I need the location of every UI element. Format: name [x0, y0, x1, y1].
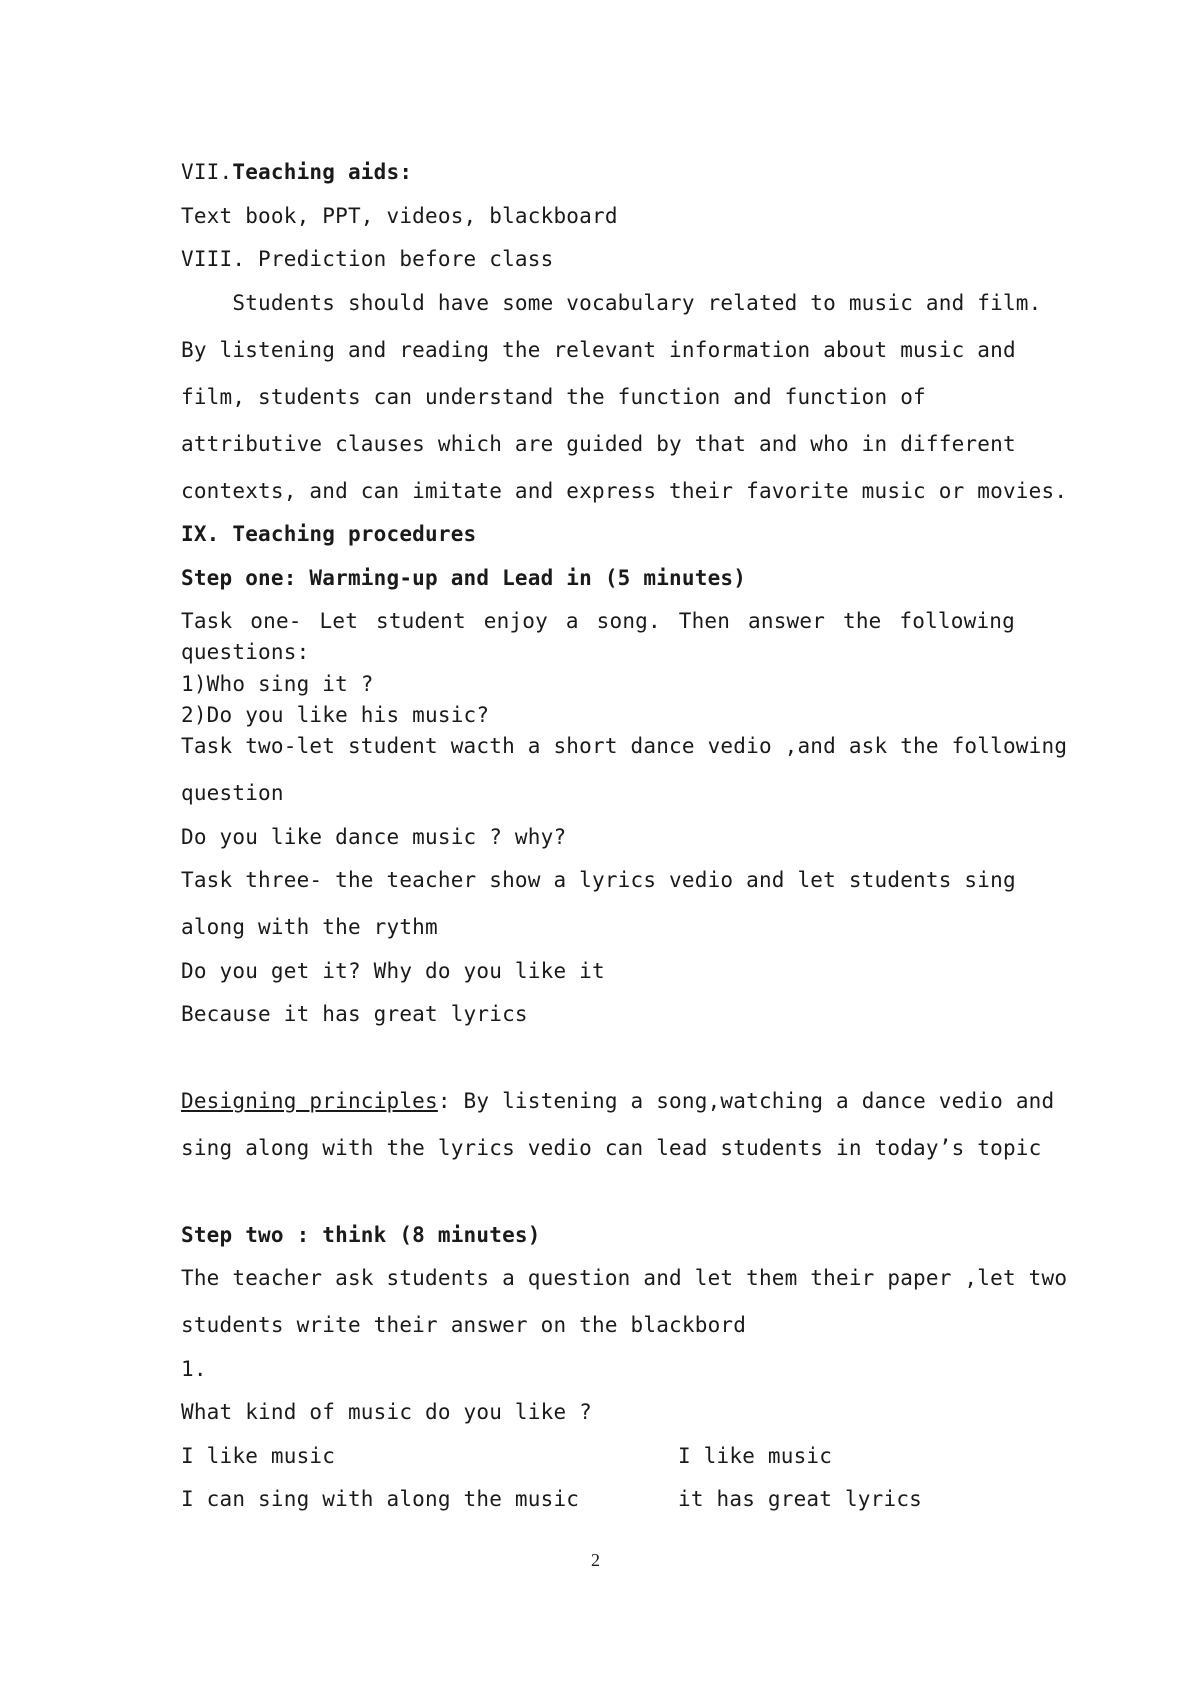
teaching-aids-text: Text book, PPT, videos, blackboard [181, 204, 618, 228]
answer-left-2: I can sing with along the music [181, 1487, 580, 1511]
section-7-heading [181, 157, 412, 187]
question-1: 1)Who sing it ? [181, 672, 374, 696]
task-one-line-2: questions: [181, 640, 310, 664]
page-number: 2 [591, 1550, 600, 1570]
step-two-line-2: students write their answer on the blackbord [181, 1313, 747, 1337]
prediction-line-3: film, students can understand the function and function of [181, 385, 926, 409]
prediction-line-4: attributive clauses which are guided by that and who in different [181, 432, 1016, 456]
task-three-answer: Because it has great lyrics [181, 1002, 528, 1026]
step-two-heading: Step two : think (8 minutes) [181, 1223, 541, 1247]
section-9-heading: IX. Teaching procedures [181, 522, 477, 546]
step-two-question: What kind of music do you like ? [181, 1400, 592, 1424]
designing-principles-line-1 [181, 1086, 1054, 1116]
designing-principles-label: Designing principles [181, 1089, 438, 1113]
step-two-number: 1. [181, 1357, 207, 1381]
designing-principles-text: : By listening a song,watching a dance vedio and [437, 1089, 1055, 1113]
designing-principles-line-2: sing along with the lyrics vedio can lead students in today’s topic [181, 1136, 1042, 1160]
task-two-line-2: question [181, 781, 284, 805]
section-7-numeral: VII. [181, 160, 233, 184]
prediction-line-1: Students should have some vocabulary related to music and film. [181, 291, 1042, 315]
answer-right-1: I like music [678, 1444, 833, 1468]
task-two-question: Do you like dance music ? why? [181, 825, 567, 849]
step-two-line-1: The teacher ask students a question and let them their paper ,let two [181, 1266, 1068, 1290]
answer-left-1: I like music [181, 1444, 336, 1468]
step-one-heading: Step one: Warming-up and Lead in (5 minutes) [181, 566, 747, 590]
task-three-line-1: Task three- the teacher show a lyrics vedio and let students sing [181, 868, 1016, 892]
answer-right-2: it has great lyrics [678, 1487, 923, 1511]
section-8-heading: VIII. Prediction before class [181, 247, 554, 271]
task-three-line-2: along with the rythm [181, 915, 438, 939]
task-two-line-1: Task two-let student wacth a short dance vedio ,and ask the following [181, 734, 1068, 758]
prediction-line-5: contexts, and can imitate and express their favorite music or movies. [181, 479, 1068, 503]
prediction-line-2: By listening and reading the relevant information about music and [181, 338, 1016, 362]
task-three-question: Do you get it? Why do you like it [181, 959, 605, 983]
section-7-title: Teaching aids: [232, 160, 413, 184]
task-one-line-1: Task one- Let student enjoy a song. Then answer the following [181, 609, 1015, 633]
question-2: 2)Do you like his music? [181, 703, 490, 727]
